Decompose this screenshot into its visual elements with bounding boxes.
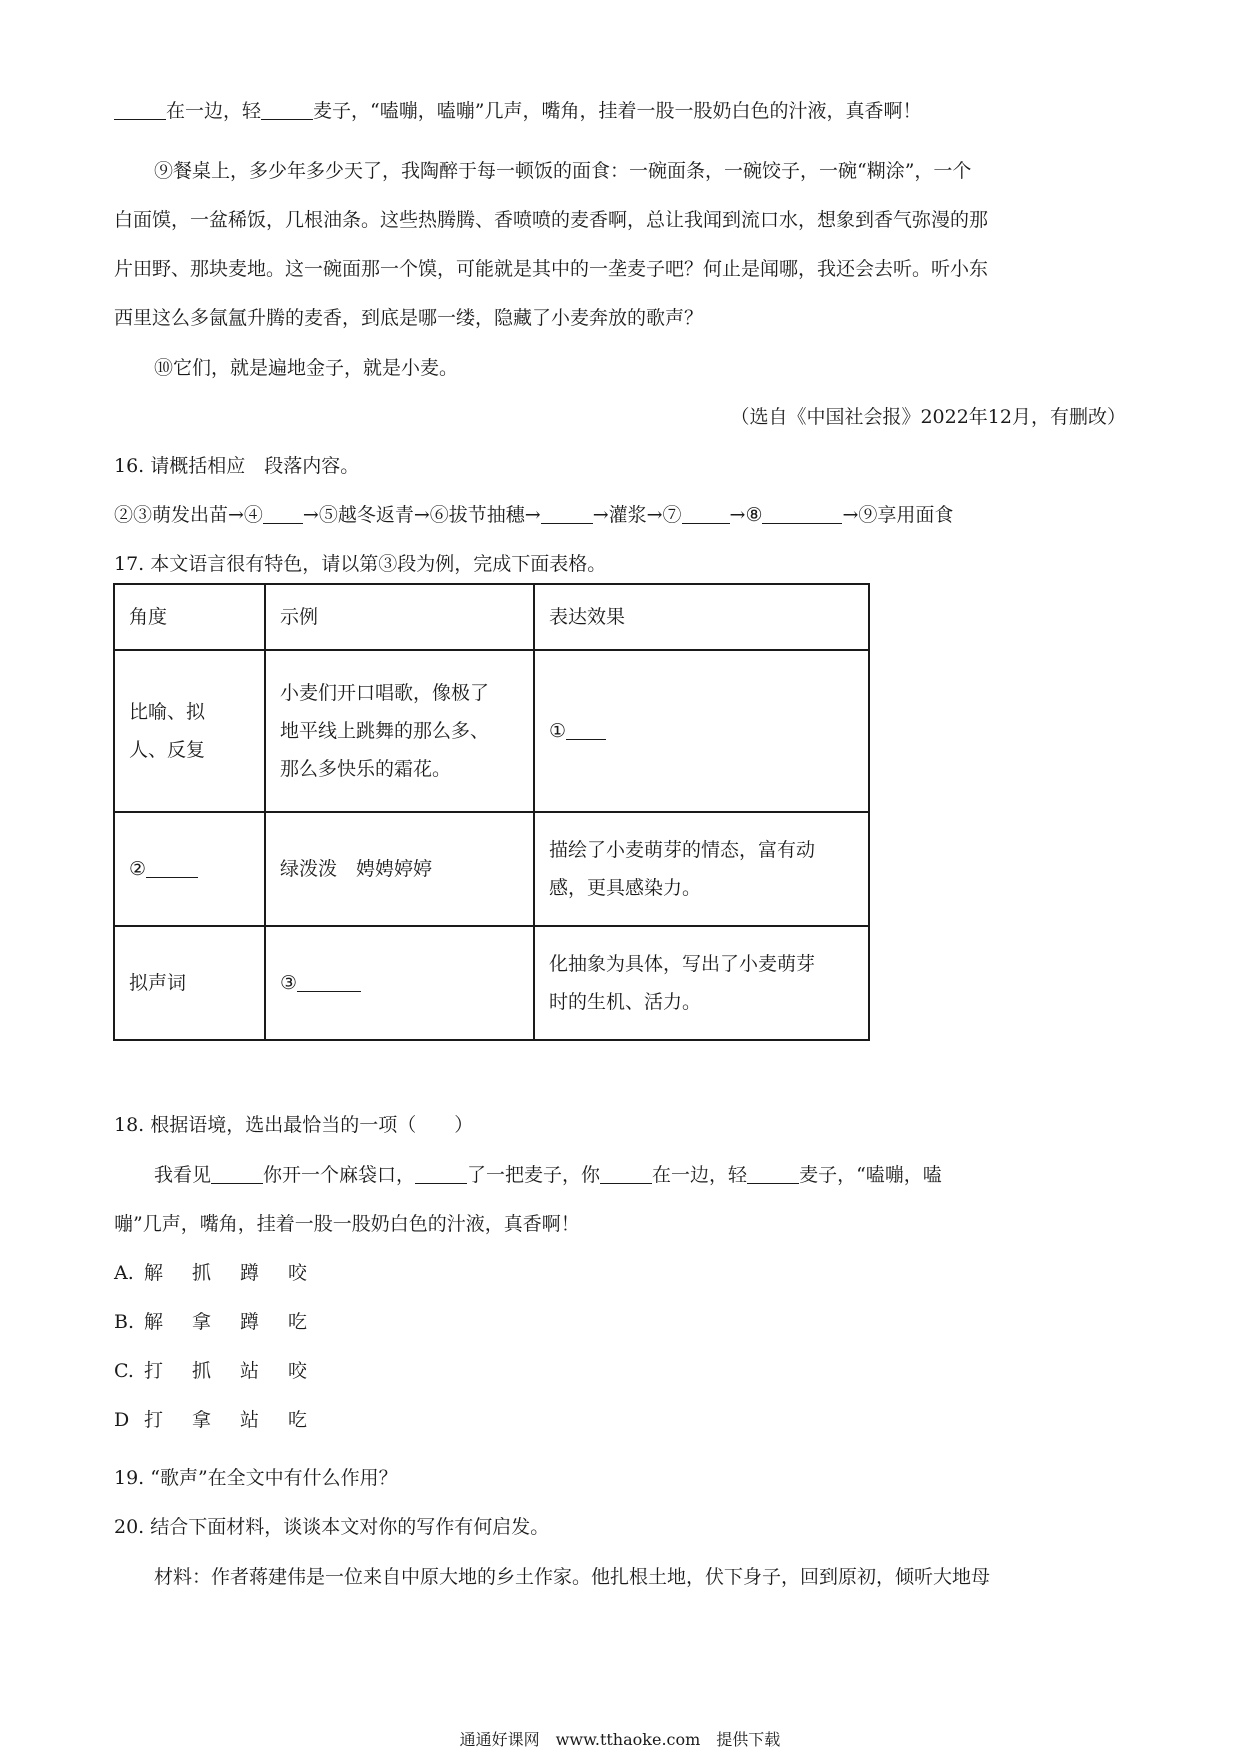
- answer-blank: [762, 504, 842, 524]
- option-c[interactable]: C. 打 抓 站 咬: [114, 1360, 308, 1382]
- paragraph-9-line: 西里这么多氤氲升腾的麦香，到底是哪一缕，隐藏了小麦奔放的歌声？: [114, 307, 704, 329]
- option-b[interactable]: B. 解 拿 蹲 吃: [114, 1311, 308, 1333]
- table-cell-effect: 描绘了小麦萌芽的情态，富有动 感，更具感染力。: [534, 812, 869, 926]
- table-cell-example: 小麦们开口唱歌，像极了 地平线上跳舞的那么多、 那么多快乐的霜花。: [265, 650, 534, 812]
- source-citation: （选自《中国社会报》2022年12月，有删改）: [730, 406, 1126, 428]
- question-18-passage: 嘣”几声，嘴角，挂着一股一股奶白色的汁液，真香啊！: [114, 1213, 580, 1235]
- question-18-title: 18. 根据语境，选出最恰当的一项（ ）: [114, 1114, 474, 1136]
- answer-blank: [541, 504, 593, 524]
- question-17-title: 17. 本文语言很有特色，请以第③段为例，完成下面表格。: [114, 553, 607, 575]
- paragraph-9-line: 片田野、那块麦地。这一碗面那一个馍，可能就是其中的一垄麦子吧？何止是闻哪，我还会去听。听小东: [114, 258, 989, 280]
- question-20-material: 材料：作者蒋建伟是一位来自中原大地的乡土作家。他扎根土地，伏下身子，回到原初，倾听大地母: [154, 1566, 991, 1588]
- question-16-title: 16. 请概括相应 段落内容。: [114, 455, 360, 477]
- answer-blank: [747, 1164, 799, 1184]
- answer-blank: [682, 504, 730, 524]
- table-header-cell: 角度: [114, 584, 265, 650]
- question-18-passage: 我看见 你开一个麻袋口， 了一把麦子，你 在一边，轻 麦子，“嗑嘣，嗑: [154, 1164, 942, 1186]
- option-a[interactable]: A. 解 抓 蹲 咬: [114, 1262, 308, 1284]
- table-cell-example: 绿泼泼 娉娉婷婷: [265, 812, 534, 926]
- table-row: [114, 812, 869, 926]
- answer-blank: [566, 720, 606, 740]
- table-header-cell: 示例: [265, 584, 534, 650]
- table-header-cell: 表达效果: [534, 584, 869, 650]
- table-header-row: [114, 584, 869, 650]
- answer-blank: [297, 972, 361, 992]
- paragraph-9-line: 白面馍，一盆稀饭，几根油条。这些热腾腾、香喷喷的麦香啊，总让我闻到流口水，想象到香气弥漫的那: [114, 209, 989, 231]
- answer-blank: [263, 504, 303, 524]
- answer-blank: [415, 1164, 467, 1184]
- option-d[interactable]: D 打 拿 站 吃: [114, 1409, 308, 1431]
- answer-blank: [600, 1164, 652, 1184]
- question-20-title: 20. 结合下面材料，谈谈本文对你的写作有何启发。: [114, 1516, 550, 1538]
- table-cell-angle: 拟声词: [114, 926, 265, 1040]
- table-cell-angle: ②: [114, 812, 265, 926]
- language-analysis-table: [113, 583, 870, 1041]
- question-19-title: 19. “歌声”在全文中有什么作用？: [114, 1467, 398, 1489]
- answer-blank: [211, 1164, 263, 1184]
- table-cell-angle: 比喻、拟 人、反复: [114, 650, 265, 812]
- passage-line: 在一边，轻 麦子，“嗑嘣，嗑嘣”几声，嘴角，挂着一股一股奶白色的汁液，真香啊！: [114, 96, 921, 123]
- paragraph-9-line: ⑨餐桌上，多少年多少天了，我陶醉于每一顿饭的面食：一碗面条，一碗饺子，一碗“糊涂”，一个: [154, 160, 972, 182]
- table-cell-effect: 化抽象为具体，写出了小麦萌芽 时的生机、活力。: [534, 926, 869, 1040]
- answer-blank: [261, 100, 313, 120]
- question-16-sequence: ②③萌发出苗→④ →⑤越冬返青→⑥拔节抽穗→ →灌浆→⑦ →⑧ →⑨享用面食: [114, 504, 954, 526]
- answer-blank: [114, 100, 166, 120]
- table-row: [114, 926, 869, 1040]
- table-cell-effect: ①: [534, 650, 869, 812]
- paragraph-10: ⑩它们，就是遍地金子，就是小麦。: [154, 357, 459, 379]
- answer-blank: [146, 858, 198, 878]
- page-footer: 通通好课网 www.tthaoke.com 提供下载: [459, 1730, 781, 1749]
- table-cell-example: ③: [265, 926, 534, 1040]
- table-row: [114, 650, 869, 812]
